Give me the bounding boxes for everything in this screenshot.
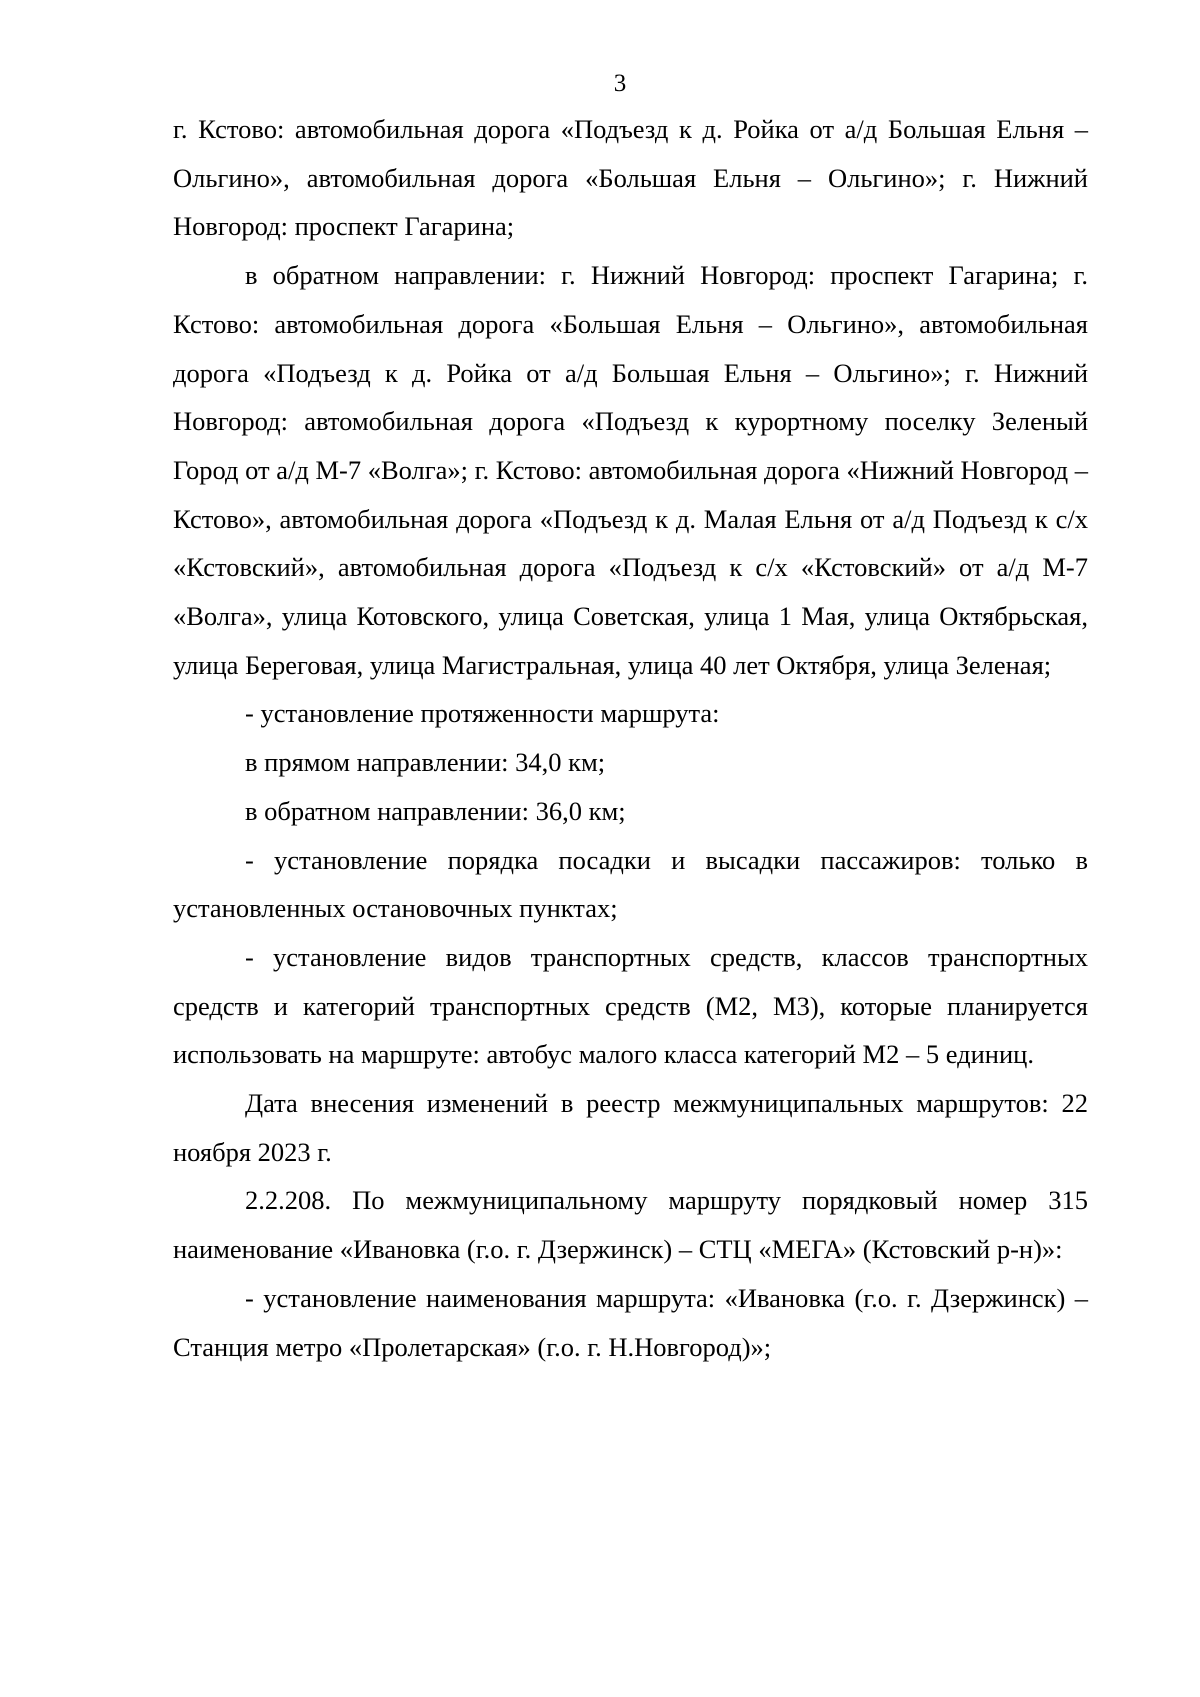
paragraph: 2.2.208. По межмуниципальному маршруту порядковый номер 315 наименование «Ивановка (г.о. г. Дзержинск) – СТЦ «МЕГА» (Кстовский р-н)»:	[173, 1185, 1088, 1265]
page-number: 3	[613, 70, 627, 97]
paragraph: - установление протяженности маршрута:	[245, 698, 720, 729]
paragraph: в прямом направлении: 34,0 км;	[245, 747, 606, 778]
paragraph: - установление видов транспортных средств, классов транспортных средств и категорий транспортных средств (М2, М3), которые планируется использовать на маршруте: автобус малого класса категорий М2 – 5 единиц.	[173, 941, 1088, 1070]
paragraph: в обратном направлении: г. Нижний Новгород: проспект Гагарина; г. Кстово: автомобильная дорога «Большая Ельня – Ольгино», автомобильная дорога «Подъезд к д. Ройка от а/д Большая Ельня – Ольгино»; г. Нижний Новгород: автомобильная дорога «Подъезд к курортному поселку Зеленый Город от а/д М-7 «Волга»; г. Кстово: автомобильная дорога «Нижний Новгород – Кстово», автомобильная дорога «Подъезд к д. Малая Ельня от а/д Подъезд к с/х «Кстовский», автомобильная дорога «Подъезд к с/х «Кстовский» от а/д М-7 «Волга», улица Котовского, улица Советская, улица 1 Мая, улица Октябрьская, улица Береговая, улица Магистральная, улица 40 лет Октября, улица Зеленая;	[173, 260, 1088, 680]
paragraph: Дата внесения изменений в реестр межмуниципальных маршрутов: 22 ноября 2023 г.	[173, 1088, 1088, 1167]
document-body	[173, 105, 1088, 1371]
paragraph: в обратном направлении: 36,0 км;	[245, 795, 626, 826]
paragraph: г. Кстово: автомобильная дорога «Подъезд к д. Ройка от а/д Большая Ельня – Ольгино», автомобильная дорога «Большая Ельня – Ольгино»; г. Нижний Новгород: проспект Гагарина;	[173, 114, 1088, 242]
paragraph: - установление наименования маршрута: «Ивановка (г.о. г. Дзержинск) – Станция метро «Пролетарская» (г.о. г. Н.Новгород)»;	[173, 1282, 1088, 1362]
paragraph: - установление порядка посадки и высадки пассажиров: только в установленных остановочных пунктах;	[173, 844, 1088, 924]
